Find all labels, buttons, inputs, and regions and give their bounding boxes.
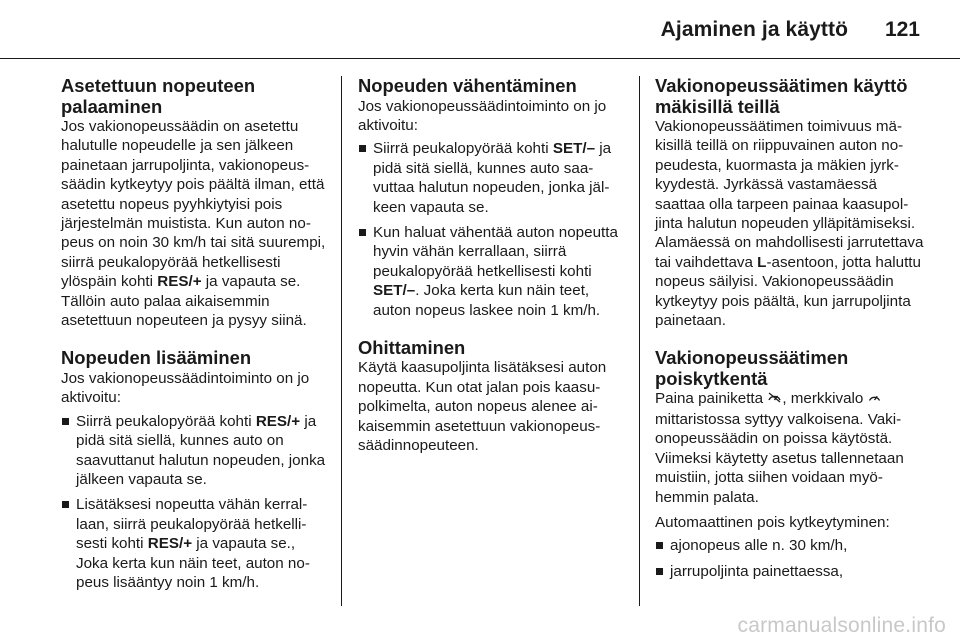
- paragraph: [655, 389, 927, 506]
- section-title: Vakionopeussäätimen poiskytkentä: [655, 347, 849, 389]
- section-hilly-roads: [655, 76, 927, 330]
- list-item: [61, 412, 331, 490]
- column-divider-1: [341, 76, 342, 606]
- cruise-control-off-icon: [767, 390, 782, 409]
- paragraph: [655, 117, 927, 330]
- section-title: Nopeuden lisääminen: [61, 347, 252, 369]
- section-decrease-speed: [358, 76, 626, 320]
- list-item: [61, 495, 331, 592]
- text: Jos vakionopeussäädin on asetettu halutulle nopeudelle ja sen jälkeen painetaan jarrupoljinta, vakionopeussäädin kytkeytyy pois päältä ilman, että asetettu nopeus pyyhkiytyisi pois järjestelmän muistista. Kun auton nopeus on noin 30 km/h tai sitä suurempi, siirrä peukalopyörää hetkellisesti ylöspäin kohti: [61, 118, 326, 291]
- column-1: [61, 76, 331, 602]
- bullet-list: [61, 412, 331, 593]
- bullet-list: [358, 139, 626, 320]
- list-item: [358, 139, 626, 217]
- paragraph: [61, 117, 331, 330]
- page-title: Ajaminen ja käyttö: [660, 18, 848, 41]
- paragraph: Jos vakionopeussäädintoiminto on jo aktivoitu:: [61, 369, 310, 407]
- text: ja pidä sitä siellä, kunnes auto saavuttaa halutun nopeuden, jonka jälkeen vapauta se.: [373, 140, 612, 216]
- text: -asentoon, jotta haluttu nopeus säilyisi. Vakionopeussäädin kytkeytyy pois päältä, kun jarrupoljinta painetaan.: [655, 253, 921, 330]
- control-label: SET/–: [373, 282, 416, 300]
- cruise-control-indicator-icon: [868, 390, 881, 409]
- list-item: jarrupoljinta painettaessa,: [655, 562, 927, 581]
- text: Lisätäksesi nopeutta vähän kerrallaan, siirrä peukalopyörää hetkellisesti kohti: [76, 496, 308, 553]
- gear-position-label: L: [757, 253, 767, 271]
- header-divider: [0, 58, 960, 59]
- section-deactivation: [655, 348, 927, 581]
- paragraph: Automaattinen pois kytkeytyminen:: [655, 513, 890, 531]
- text: , merkkivalo: [782, 390, 868, 408]
- control-label: SET/–: [552, 140, 596, 158]
- list-item: ajonopeus alle n. 30 km/h,: [655, 536, 927, 555]
- section-title: Vakionopeussäätimen käyttö mäkisillä teillä: [655, 75, 908, 117]
- section-title: Asetettuun nopeuteen palaaminen: [61, 75, 256, 117]
- section-resume-speed: [61, 76, 331, 330]
- text: Siirrä peukalopyörää kohti: [373, 140, 553, 158]
- control-label: RES/+: [157, 273, 202, 291]
- page-header: [0, 0, 960, 56]
- text: Vakionopeussäätimen toimivuus mäkisillä teillä on riippuvainen auton nopeudesta, kuormasta ja mäkien jyrkkyydestä. Jyrkässä vastamäessä saattaa olla tarpeen painaa kaasupoljinta halutun nopeuden ylläpitämiseksi. Alamäessä on mahdollisesti jarrutettava tai vaihdettava: [655, 118, 924, 271]
- page-number: 121: [884, 18, 920, 41]
- control-label: RES/+: [255, 412, 301, 430]
- text: ja vapauta se., Joka kerta kun näin teet, auton nopeus lisääntyy noin 1 km/h.: [76, 535, 310, 592]
- column-3: [655, 76, 927, 591]
- control-label: RES/+: [147, 535, 193, 553]
- section-overtaking: [358, 338, 626, 456]
- paragraph: Jos vakionopeussäädintoiminto on jo aktivoitu:: [358, 97, 607, 134]
- watermark: carmanualsonline.info: [737, 614, 946, 637]
- section-title: Nopeuden vähentäminen: [358, 75, 577, 96]
- text: Kun haluat vähentää auton nopeutta hyvin vähän kerrallaan, siirrä peukalopyörää hetkellisesti kohti: [373, 223, 618, 280]
- text: mittaristossa syttyy valkoisena. Vakionopeussäädin on poissa käytöstä. Viimeksi käytetty asetus tallennetaan muistiin, jotta siihen voidaan myöhemmin palata.: [655, 410, 904, 506]
- text: ja vapauta se. Tällöin auto palaa aikaisemmin asetettuun nopeuteen ja pysyy siinä.: [61, 273, 307, 330]
- section-title: Ohittaminen: [358, 336, 466, 358]
- bullet-list: [655, 536, 927, 581]
- paragraph: Käytä kaasupoljinta lisätäksesi auton nopeutta. Kun otat jalan pois kaasupolkimelta, auton nopeus alenee aikaisemmin asetettuun vakionopeussäädinnopeuteen.: [358, 359, 607, 455]
- text: Paina painiketta: [655, 390, 768, 408]
- list-item: [358, 223, 626, 320]
- text: ja pidä sitä siellä, kunnes auto on saavuttanut halutun nopeuden, jonka jälkeen vapauta se.: [76, 412, 326, 488]
- section-increase-speed: [61, 348, 331, 592]
- column-2: [358, 76, 626, 466]
- text: Siirrä peukalopyörää kohti: [76, 412, 256, 430]
- column-divider-2: [639, 76, 640, 606]
- text: . Joka kerta kun näin teet, auton nopeus laskee noin 1 km/h.: [373, 282, 601, 319]
